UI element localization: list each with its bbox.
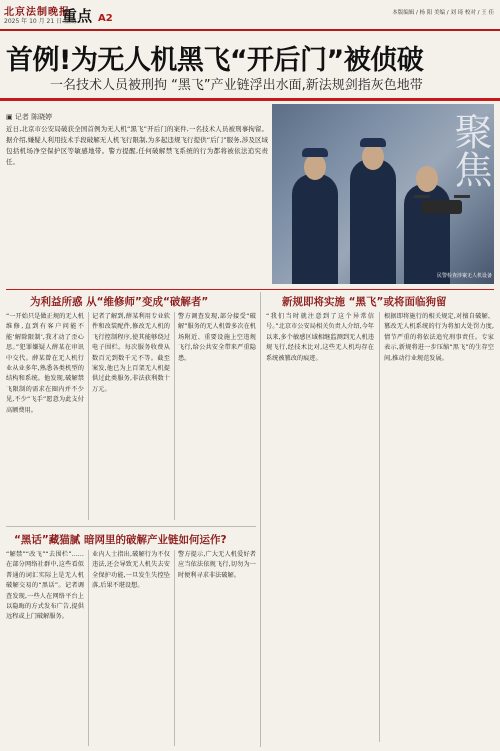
- column-divider: [174, 550, 175, 746]
- page-number: A2: [98, 13, 113, 24]
- issue-date: 2025 年 10 月 21 日 星期二: [4, 18, 82, 25]
- section-heading: “黑话”藏猫腻 暗网里的破解产业链如何运作?: [14, 534, 227, 546]
- paper-logo: 北京法制晚报: [4, 7, 70, 18]
- byline: ▣ 记者 陈晓婷: [6, 113, 53, 121]
- section-heading: 新规即将实施 “黑飞”或将面临狗留: [282, 296, 447, 308]
- officer-figure: [350, 159, 396, 284]
- article-column: “解禁”“改飞”“去围栏”……在部分网络社群中,这些看似普通的词汇实际上是无人机破解交易的“黑话”。记者调查发现,一些人在网络平台上以隐晦的方式发布广告,提供远程或上门破解服务。: [6, 551, 84, 621]
- article-column: “我们当时就注意到了这个异常信号。”北京市公安局相关负责人介绍,今年以来,多个敏感区域相继监测到无人机违规飞行,经技术比对,这些无人机均存在系统被篡改的痕迹。: [266, 313, 374, 362]
- section-divider: [6, 289, 494, 290]
- article-column: 警方提示,广大无人机爱好者应当依法依规飞行,切勿为一时便利寻求非法破解。: [178, 551, 256, 579]
- sub-headline: 一名技术人员被刑拘 “黑飞”产业链浮出水面,新法规剑指灰色地带: [50, 78, 423, 93]
- photo-caption: 民警检查涉案无人机设备: [436, 273, 492, 279]
- main-headline: 首例!为无人机黑飞“开后门”被侦破: [6, 45, 424, 76]
- officer-figure: [292, 174, 338, 284]
- officer-head: [304, 154, 326, 180]
- column-divider: [379, 312, 380, 742]
- officer-figure: [404, 184, 450, 284]
- drone-image: [422, 200, 462, 214]
- section-title: [62, 5, 113, 26]
- article-column: 业内人士指出,破解行为不仅违法,还会导致无人机失去安全保护功能,一旦发生失控坠落,后果不堪设想。: [92, 551, 170, 590]
- officer-head: [416, 166, 438, 192]
- police-cap: [360, 138, 386, 147]
- editor-credits: 本版编辑 / 杨 阳 美编 / 刘 琦 校对 / 王 佳: [392, 10, 494, 16]
- section-heading: 为利益所惑 从“维修师”变成“破解者”: [30, 296, 209, 308]
- article-column: 根据即将施行的相关规定,对擅自破解、篡改无人机系统的行为将加大处罚力度,情节严重的将依法追究刑事责任。专家表示,新规将进一步压缩“黑飞”的生存空间,推动行业规范发展。: [384, 313, 494, 362]
- lead-paragraph: 近日,北京市公安局破获全国首例为无人机“黑飞”开后门的案件,一名技术人员被刑事拘留。据介绍,嫌疑人利用技术手段破解无人机飞行限制,为多起违规飞行提供“后门”服务,涉及区域包括机场净空保护区等敏感地带。警方提醒,任何破解禁飞系统的行为都将被依法追究责任。: [6, 125, 268, 166]
- headline-rule: [0, 98, 500, 101]
- article-column: 记者了解到,薛某利用专业软件和改装配件,修改无人机的飞行控制程序,使其能够绕过电子围栏。每次服务收费从数百元到数千元不等。截至案发,他已为上百架无人机提供过此类服务,非法获利数十万元。: [92, 313, 170, 393]
- officer-head: [362, 144, 384, 170]
- article-column: “一开始只是做正规的无人机维修,直到有客户问能不能‘解除限制’,我才动了歪心思。”犯罪嫌疑人薛某在审讯中交代。薛某曾在无人机行业从业多年,熟悉各类机型的结构和系统。他发现,破解禁飞限制的需求在圈内并不少见,不少“飞手”愿意为此支付高额费用。: [6, 313, 84, 414]
- header-rule: [0, 29, 500, 31]
- section-name: 重点: [62, 7, 93, 25]
- section-divider: [6, 526, 256, 527]
- police-cap: [302, 148, 328, 157]
- article-column: 警方调查发现,部分接受“破解”服务的无人机曾多次在机场附近、重要设施上空违规飞行,给公共安全带来严重隐患。: [178, 313, 256, 362]
- column-divider: [174, 312, 175, 520]
- photo-watermark: 聚焦: [448, 112, 492, 188]
- column-divider: [88, 550, 89, 746]
- column-divider: [88, 312, 89, 520]
- section-divider-vertical: [260, 292, 261, 747]
